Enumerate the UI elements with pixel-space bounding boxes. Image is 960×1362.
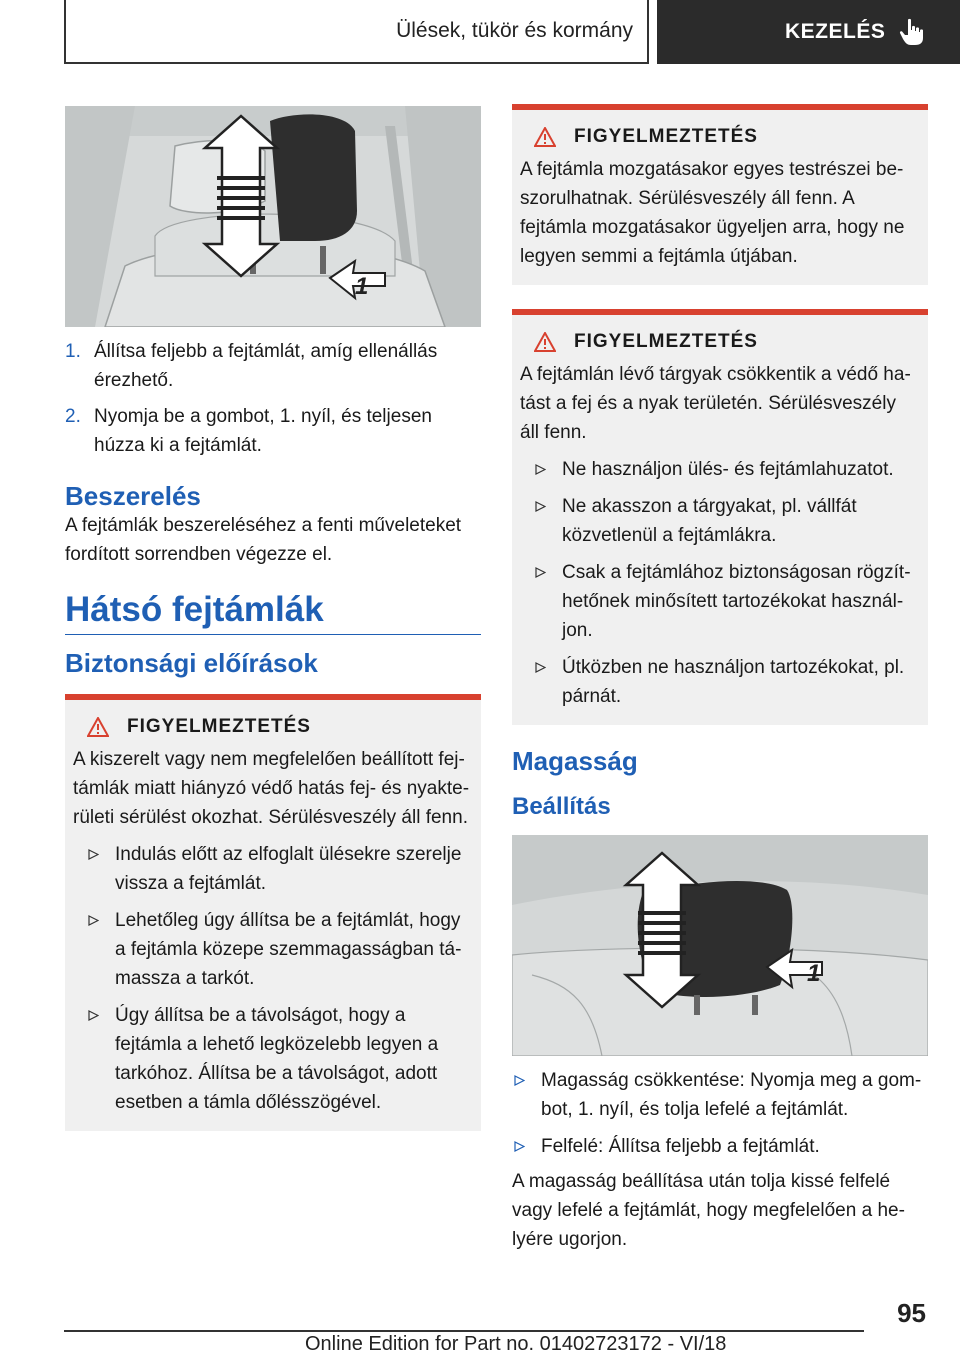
- footer-divider: [64, 1330, 864, 1332]
- list-item: [65, 337, 481, 395]
- warning-list: [73, 840, 473, 1117]
- warning-text: A fejtámlán lévő tárgyak csökkentik a védő hatást a fej és a nyak területén. Sérülésveszély áll fenn.: [520, 364, 911, 443]
- list-item: Úgy állítsa be a távolságot, hogy a fejtámla a lehető legközelebb legyen a tarkóhoz. Állítsa be a távolságot, adott esetben a támla dőlésszögével.: [73, 1001, 473, 1117]
- warning-triangle-icon: [534, 332, 556, 352]
- step-text: Nyomja be a gombot, 1. nyíl, és teljesen húzza ki a fejtámlát.: [94, 406, 432, 456]
- warning-box: [65, 694, 481, 1131]
- hand-pointer-icon: [899, 18, 925, 46]
- list-item: Magasság csökkentése: Nyomja meg a gombot, 1. nyíl, és tolja lefelé a fejtámlát.: [512, 1066, 928, 1124]
- warning-text: A fejtámla mozgatásakor egyes testrészei beszorulhatnak. Sérülésveszély áll fenn. A fejtámla mozgatásakor ügyeljen arra, hogy ne legyen semmi a fejtámla útjában.: [520, 159, 905, 267]
- header-chapter-tab: [657, 0, 960, 64]
- triangle-bullet-icon: [514, 1141, 525, 1152]
- list-item: Útközben ne használjon tartozékokat, pl. párnát.: [520, 653, 920, 711]
- left-column: [65, 106, 481, 1131]
- callout-number: 1: [807, 960, 821, 987]
- triangle-bullet-icon: [535, 464, 546, 475]
- chapter-label: KEZELÉS: [785, 20, 886, 43]
- front-headrest-illustration: [65, 106, 481, 327]
- height-heading: Magasság: [512, 746, 638, 776]
- warning-triangle-icon: [87, 717, 109, 737]
- triangle-bullet-icon: [535, 567, 546, 578]
- adjust-list: [512, 1066, 928, 1161]
- page-title: Hátsó fejtámlák: [65, 595, 481, 635]
- callout-number: 1: [355, 273, 369, 300]
- warning-box: [512, 104, 928, 285]
- triangle-bullet-icon: [88, 915, 99, 926]
- adjust-text: A magasság beállítása után tolja kissé felfelé vagy lefelé a fejtámlát, hogy megfelelően a helyére ugorjon.: [512, 1171, 905, 1250]
- safety-heading: Biztonsági előírások: [65, 648, 318, 678]
- warning-title: FIGYELMEZTETÉS: [73, 712, 473, 741]
- list-item: Ne akasszon a tárgyakat, pl. vállfát közvetlenül a fejtámlákra.: [520, 492, 920, 550]
- warning-list: [520, 455, 920, 711]
- triangle-bullet-icon: [88, 849, 99, 860]
- installation-text: A fejtámlák beszereléséhez a fenti műveleteket fordított sorrendben végezze el.: [65, 515, 462, 565]
- list-item: Felfelé: Állítsa feljebb a fejtámlát.: [512, 1132, 928, 1161]
- installation-heading: Beszerelés: [65, 481, 201, 511]
- triangle-bullet-icon: [514, 1075, 525, 1086]
- warning-title: FIGYELMEZTETÉS: [520, 327, 920, 356]
- step-number: 1.: [65, 341, 81, 362]
- list-item: Csak a fejtámlához biztonságosan rögzíthetőnek minősített tartozékokat használjon.: [520, 558, 920, 645]
- list-item: Indulás előtt az elfoglalt ülésekre szerelje vissza a fejtámlát.: [73, 840, 473, 898]
- section-title: Ülések, tükör és kormány: [396, 19, 633, 42]
- footer-edition: Online Edition for Part no. 01402723172 - VI/18: [305, 1333, 727, 1355]
- list-item: [65, 402, 481, 460]
- list-item: Lehetőleg úgy állítsa be a fejtámlát, hogy a fejtámla közepe szemmagasságban támassza a tarkót.: [73, 906, 473, 993]
- step-list: [65, 337, 481, 460]
- adjust-heading: Beállítás: [512, 793, 611, 820]
- step-number: 2.: [65, 406, 81, 427]
- warning-title: FIGYELMEZTETÉS: [520, 122, 920, 151]
- triangle-bullet-icon: [535, 501, 546, 512]
- page-number: 95: [897, 1298, 926, 1328]
- triangle-bullet-icon: [88, 1010, 99, 1021]
- triangle-bullet-icon: [535, 662, 546, 673]
- right-column: [512, 104, 928, 1254]
- rear-headrest-illustration: [512, 835, 928, 1056]
- list-item: Ne használjon ülés- és fejtámlahuzatot.: [520, 455, 920, 484]
- warning-text: A kiszerelt vagy nem megfelelően beállított fejtámlák miatt hiányzó védő hatás fej- és nyakterületi sérülést okozhat. Sérülésveszély áll fenn.: [73, 749, 470, 828]
- warning-box: [512, 309, 928, 725]
- step-text: Állítsa feljebb a fejtámlát, amíg ellenállás érezhető.: [94, 341, 438, 391]
- warning-triangle-icon: [534, 127, 556, 147]
- header-section-title: [64, 0, 649, 64]
